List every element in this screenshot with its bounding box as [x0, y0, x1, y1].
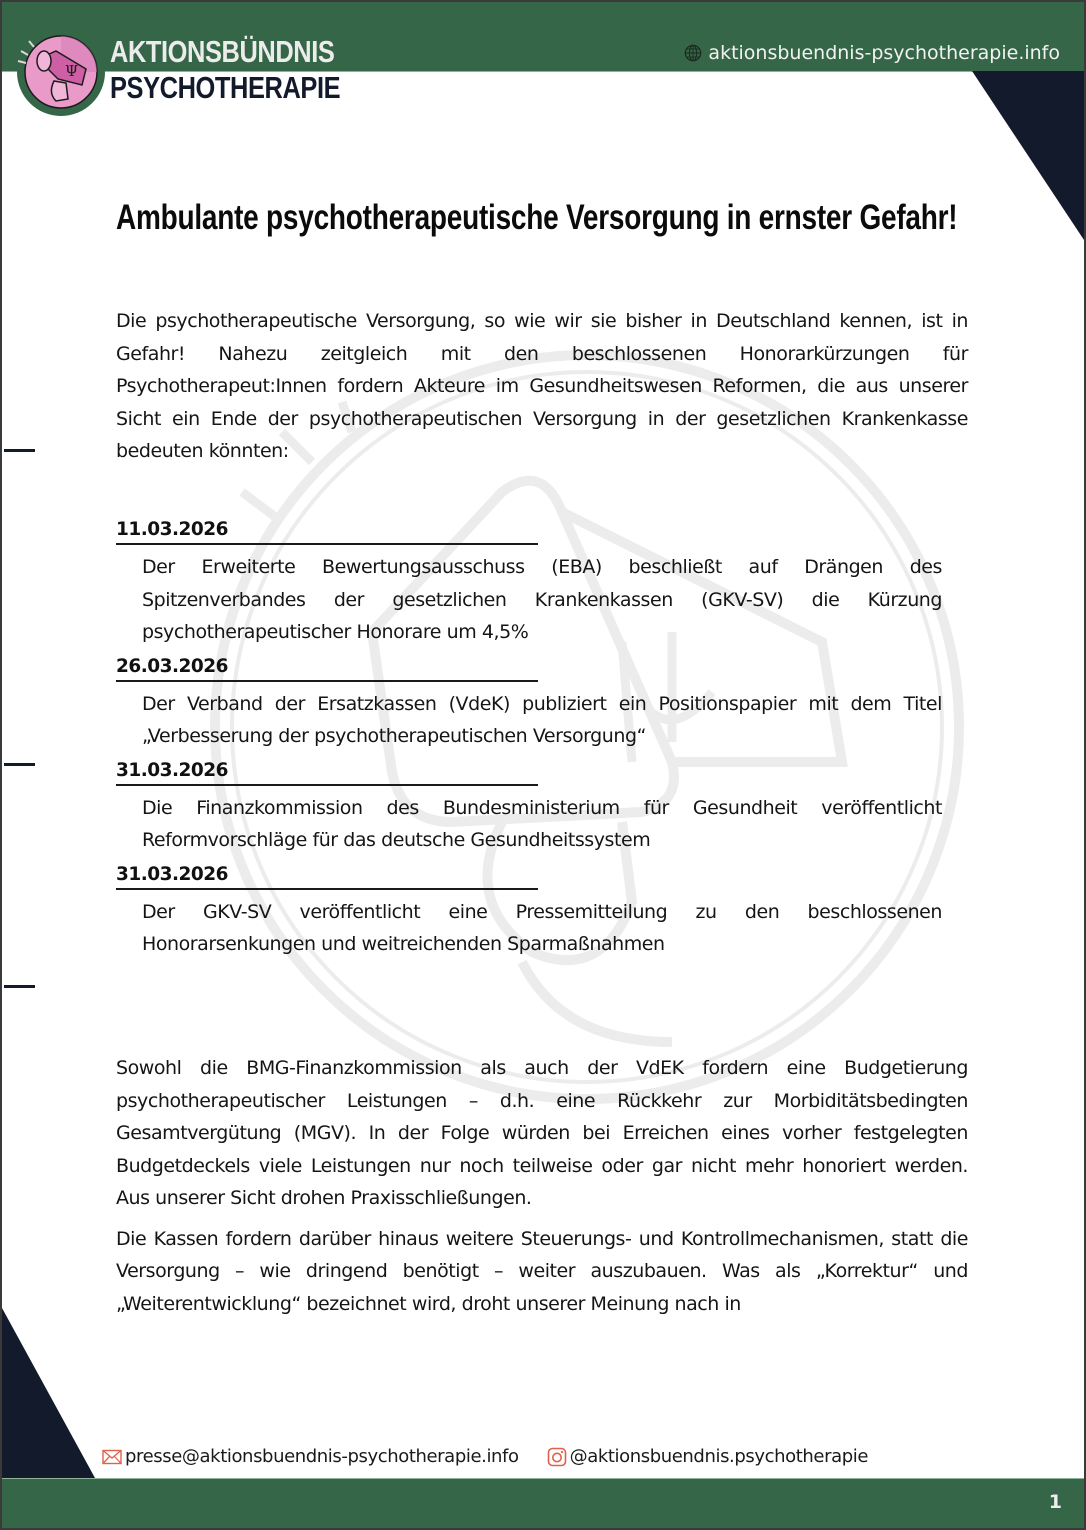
instagram-icon [547, 1447, 567, 1467]
intro-paragraph: Die psychotherapeutische Versorgung, so wie wir sie bisher in Deutschland kennen, ist in Gefahr! Nahezu zeitgleich mit den beschlossenen Honorarkürzungen für Psychotherapeut:Innen fordern Akteure im Gesundheitswesen Reformen, die aus unserer Sicht ein Ende der psychotherapeutischen Versorgung in der gesetzlichen Krankenkasse bedeuten könnten: [116, 310, 968, 462]
website-link[interactable] [684, 42, 1060, 64]
timeline-item [116, 861, 968, 961]
fold-mark [4, 763, 35, 766]
timeline-text: Der Verband der Ersatzkassen (VdeK) publiziert ein Positionspapier mit dem Titel „Verbesserung der psychotherapeutischen Versorgung“ [142, 692, 942, 747]
outro-section [116, 1052, 968, 1328]
document-page [2, 2, 1084, 1528]
page-title: Ambulante psychotherapeutische Versorgung in ernster Gefahr! [116, 198, 958, 237]
svg-text:Ψ: Ψ [65, 62, 79, 80]
timeline-text: Der Erweiterte Bewertungsausschuss (EBA) beschließt auf Drängen des Spitzenverbandes der gesetzlichen Krankenkassen (GKV-SV) die Kürzung psychotherapeutischer Honorare um 4,5% [142, 556, 942, 643]
timeline-date: 26.03.2026 [116, 653, 538, 682]
fold-mark [4, 449, 35, 452]
instagram-contact[interactable] [547, 1446, 868, 1467]
globe-icon [684, 44, 702, 62]
timeline-date: 31.03.2026 [116, 861, 538, 890]
brand-logo [16, 27, 106, 117]
timeline-text: Die Finanzkommission des Bundesministerium für Gesundheit veröffentlicht Reformvorschläge für das deutsche Gesundheitssystem [142, 796, 942, 851]
footer-contacts [102, 1446, 868, 1467]
outro-paragraph-2: Die Kassen fordern darüber hinaus weitere Steuerungs- und Kontrollmechanismen, statt die Versorgung – wie dringend benötigt – weiter auszubauen. Was als „Korrektur“ und „Weiterentwicklung“ bezeichnet wird, droht unserer Meinung nach in [116, 1227, 968, 1315]
fold-mark [4, 985, 35, 988]
page-number: 1 [1048, 1491, 1062, 1513]
brand-line-1: AKTIONSBÜNDNIS [110, 34, 335, 69]
outro-paragraph-1: Sowohl die BMG-Finanzkommission als auch der VdEK fordern eine Budgetierung psychotherapeutischer Leistungen – d.h. eine Rückkehr zur Morbiditätsbedingten Gesamtvergütung (MGV). In der Folge würden bei Erreichen eines vorher festgelegten Budgetdeckels viele Leistungen nur noch teilweise oder gar nicht mehr honoriert werden. Aus unserer Sicht drohen Praxisschließungen. [116, 1057, 968, 1209]
email-address[interactable]: presse@aktionsbuendnis-psychotherapie.info [125, 1446, 519, 1467]
timeline-date: 11.03.2026 [116, 516, 538, 545]
instagram-handle[interactable]: @aktionsbuendnis.psychotherapie [569, 1446, 869, 1467]
timeline-item [116, 757, 968, 857]
timeline [116, 516, 968, 965]
timeline-item [116, 516, 968, 649]
mail-icon [102, 1449, 122, 1465]
brand-name [110, 36, 391, 103]
timeline-text: Der GKV-SV veröffentlicht eine Pressemitteilung zu den beschlossenen Honorarsenkungen und weitreichenden Sparmaßnahmen [142, 900, 942, 955]
timeline-item [116, 653, 968, 753]
website-url[interactable]: aktionsbuendnis-psychotherapie.info [708, 42, 1060, 64]
email-contact[interactable] [102, 1446, 519, 1467]
footer-bar [2, 1478, 1084, 1528]
timeline-date: 31.03.2026 [116, 757, 538, 786]
brand-line-2: PSYCHOTHERAPIE [110, 70, 341, 105]
